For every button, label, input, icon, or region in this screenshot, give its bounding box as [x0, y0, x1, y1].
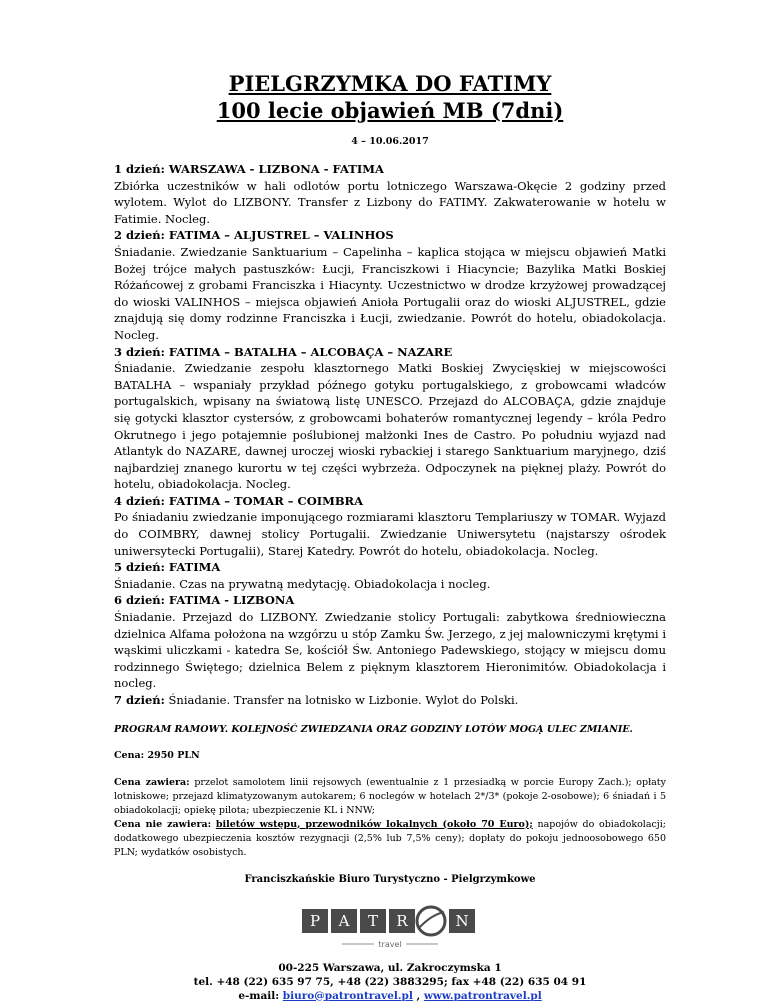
document-title — [114, 70, 666, 124]
excludes-highlight: biletów wstępu, przewodników lokalnych (około 70 Euro); — [215, 818, 533, 830]
title-line-2: 100 lecie objawień MB (7dni) — [216, 98, 564, 123]
price-excludes — [114, 818, 666, 860]
logo-subtitle: travel — [378, 939, 402, 949]
day-7-heading: 7 dzień: — [114, 693, 165, 707]
includes-label: Cena zawiera: — [114, 776, 190, 788]
day-2 — [114, 227, 666, 343]
logo-letter-p: P — [309, 911, 321, 930]
trip-dates: 4 – 10.06.2017 — [351, 136, 429, 147]
day-4-heading: 4 dzień: FATIMA – TOMAR – COIMBRA — [114, 493, 364, 508]
day-4 — [114, 493, 666, 559]
agency-name: Franciszkańskie Biuro Turystyczno - Pielgrzymkowe — [244, 873, 536, 885]
excludes-text: napojów do obiadokolacji; dodatkowego ubezpieczenia kosztów rezygnacji (2,5% lub 7,5% ceny); dopłaty do pokoju jednoosobowego 650 PLN; wydatków osobistych. — [114, 818, 666, 858]
day-2-heading: 2 dzień: FATIMA – ALJUSTREL – VALINHOS — [114, 228, 394, 243]
logo-letter-n: N — [455, 911, 469, 930]
itinerary — [114, 161, 666, 709]
title-line-1: PIELGRZYMKA DO FATIMY — [228, 71, 552, 96]
day-7-text: Śniadanie. Transfer na lotnisko w Lizbonie. Wylot do Polski. — [164, 693, 519, 707]
day-1-text: Zbiórka uczestników w hali odlotów portu lotniczego Warszawa-Okęcie 2 godziny przed wylotem. Wylot do LIZBONY. Transfer z Lizbony do FATIMY. Zakwaterowanie w hotelu w Fatimie. Nocleg. — [114, 178, 666, 226]
day-3-heading: 3 dzień: FATIMA – BATALHA – ALCOBAÇA – NAZARE — [114, 344, 453, 359]
day-5-heading: 5 dzień: FATIMA — [114, 560, 221, 575]
day-3 — [114, 344, 666, 493]
logo-letter-r: R — [396, 911, 408, 930]
day-6 — [114, 592, 666, 692]
contact-separator: , — [412, 989, 424, 1002]
day-1-heading: 1 dzień: WARSZAWA - LIZBONA - FATIMA — [114, 162, 384, 176]
day-1 — [114, 161, 666, 227]
program-notice: PROGRAM RAMOWY. KOLEJNOŚĆ ZWIEDZANIA ORAZ GODZINY LOTÓW MOGĄ ULEC ZMIANIE. — [114, 723, 633, 735]
price-terms — [114, 776, 666, 860]
email-link[interactable]: biuro@patrontravel.pl — [282, 989, 413, 1002]
agency-address: 00-225 Warszawa, ul. Zakroczymska 1 — [278, 961, 502, 974]
day-5-text: Śniadanie. Czas na prywatną medytację. Obiadokolacja i nocleg. — [114, 576, 491, 591]
agency-email-line — [114, 989, 666, 1003]
excludes-label: Cena nie zawiera: — [114, 818, 212, 830]
contact-info — [114, 961, 666, 1003]
day-7 — [114, 692, 666, 709]
day-3-text: Śniadanie. Zwiedzanie zespołu klasztornego Matki Boskiej Zwycięskiej w miejscowości BATALHA – wspaniały przykład późnego gotyku portugalskiego, z grobowcami władców portugalskich, wpisany na światową listę UNESCO. Przejazd do ALCOBAÇA, gdzie znajduje się gotycki klasztor cystersów, z grobowcami bohaterów romantycznej legendy – króla Pedro Okrutnego i jego potajemnie poślubionej małżonki Ines de Castro. Po południu wyjazd nad Atlantyk do NAZARE, dawnej uroczej wioski rybackiej i starego Sanktuarium maryjnego, dziś najbardziej znanego kurortu w tej części wybrzeża. Odpoczynek na pięknej plaży. Powrót do hotelu, obiadokolacja. Nocleg. — [114, 361, 666, 492]
logo-graphic — [302, 897, 478, 957]
price-includes — [114, 776, 666, 818]
website-link[interactable]: www.patrontravel.pl — [423, 989, 542, 1002]
day-6-heading: 6 dzień: FATIMA - LIZBONA — [114, 593, 295, 608]
includes-text: przelot samolotem linii rejsowych (ewentualnie z 1 przesiadką w porcie Europy Zach.); opłaty lotniskowe; przejazd klimatyzowanym autokarem; 6 noclegów w hotelach 2*/3* (pokoje 2-osobowe); 6 śniadań i 5 obiadokolacji; opiekę pilota; ubezpieczenie KL i NNW; — [114, 776, 666, 816]
email-label: e-mail: — [238, 989, 283, 1002]
price: Cena: 2950 PLN — [114, 749, 200, 761]
day-4-text: Po śniadaniu zwiedzanie imponującego rozmiarami klasztoru Templariuszy w TOMAR. Wyjazd do COIMBRY, dawnej stolicy Portugalii. Zwiedzanie Uniwersytetu (najstarszy ośrodek uniwersytecki Portugalii), Starej Katedry. Powrót do hotelu, obiadokolacja. Nocleg. — [114, 510, 666, 558]
logo-globe-icon — [417, 907, 445, 935]
agency-phones: tel. +48 (22) 635 97 75, +48 (22) 3883295; fax +48 (22) 635 04 91 — [193, 975, 587, 988]
logo-letter-t: T — [367, 911, 379, 930]
day-6-text: Śniadanie. Przejazd do LIZBONY. Zwiedzanie stolicy Portugali: zabytkowa średniowieczna dzielnica Alfama położona na wzgórzu u stóp Zamku Św. Jerzego, z jej malowniczymi krętymi i wąskimi uliczkami - katedra Se, kościół Św. Antoniego Padewskiego, stojący w miejscu domu rodzinnego Świętego; dzielnica Belem z pięknym klasztorem Hieronimitów. Obiadokolacja i nocleg. — [114, 610, 666, 691]
day-5 — [114, 559, 666, 592]
patron-travel-logo — [114, 897, 666, 957]
logo-letter-a: A — [338, 911, 350, 930]
day-2-text: Śniadanie. Zwiedzanie Sanktuarium – Capelinha – kaplica stojąca w miejscu objawień Matki Bożej trójce małych pastuszków: Łucji, Franciszkowi i Hiacyncie; Bazylika Matki Boskiej Różańcowej z grobami Franciszka i Hiacynty. Uczestnictwo w drodze krzyżowej prowadzącej do wioski VALINHOS – miejsca objawień Anioła Portugalii oraz do wioski ALJUSTREL, gdzie znajdują się domy rodzinne Franciszka i Łucji, zwiedzanie. Powrót do hotelu, obiadokolacja. Nocleg. — [114, 244, 666, 342]
document-page — [114, 70, 666, 1003]
